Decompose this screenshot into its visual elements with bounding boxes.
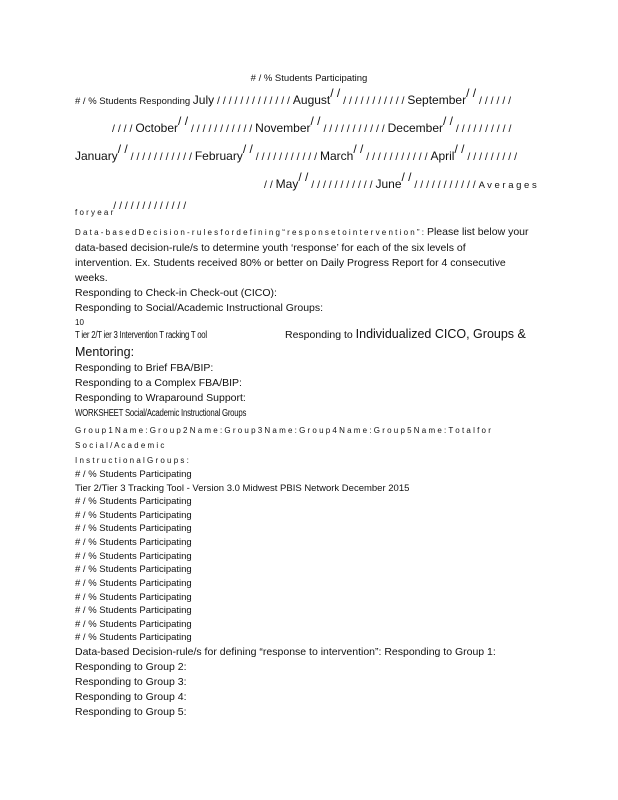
- list-item: # / % Students Participating: [75, 510, 192, 521]
- responding-group-2: Responding to Group 2:: [75, 661, 187, 673]
- list-item: # / % Students Participating: [75, 523, 192, 534]
- responding-complex: Responding to a Complex FBA/BIP:: [75, 377, 242, 389]
- footer-note: Tier 2/Tier 3 Tracking Tool - Version 3.0 Midwest PBIS Network December 2015: [75, 483, 410, 494]
- list-item: # / % Students Participating: [75, 632, 192, 643]
- worksheet-title: WORKSHEET Social/Academic Instructional Groups: [75, 408, 247, 419]
- list-item: # / % Students Participating: [75, 496, 192, 507]
- responding-brief: Responding to Brief FBA/BIP:: [75, 362, 214, 374]
- list-item: # / % Students Participating: [75, 605, 192, 616]
- responding-social: Responding to Social/Academic Instructional Groups:: [75, 302, 324, 314]
- page-number: 10: [75, 318, 84, 327]
- groups-line-3: I n s t r u c t i o n a l G r o u p s :: [75, 456, 189, 465]
- groups-line-1: G r o u p 1 N a m e : G r o u p 2 N a m e : G r o u p 3 N a m e : G r o u p 4 N a m e : G r o u p 5 N a m e : T o t a l f o r: [75, 426, 491, 435]
- months-line-1: # / % Students Responding July / / / / / / / / / / / / / August/ / / / / / / / / / / / / September/ / / / / / / /: [75, 86, 512, 107]
- decision-rules-line-2: data-based decision-rule/s to determine youth ‘response’ for each of the six levels of: [75, 242, 466, 254]
- groups-line-2: S o c i a l / A c a d e m i c: [75, 441, 165, 450]
- months-line-2: / / / / October/ / / / / / / / / / / / / November/ / / / / / / / / / / / / December/ / / / / / / / / / / /: [112, 114, 512, 135]
- months-line-4: / / May/ / / / / / / / / / / / / June/ / / / / / / / / / / / / A v e r a g e s: [264, 170, 537, 191]
- decision-rules-line-1: D a t a - b a s e d D e c i s i o n - r u l e s f o r d e f i n i n g “ r e s p o n s e t o i n t e r v e n t i o n ” : Please list below your: [75, 226, 529, 238]
- responding-group-5: Responding to Group 5:: [75, 706, 187, 718]
- decision-rules-line-4: weeks.: [75, 272, 108, 284]
- responding-cico: Responding to Check-in Check-out (CICO):: [75, 287, 277, 299]
- group-rules-label: Data-based Decision-rule/s for defining “response to intervention”: Responding to Group 1:: [75, 646, 496, 658]
- list-item: # / % Students Participating: [75, 537, 192, 548]
- list-item: # / % Students Participating: [75, 619, 192, 630]
- participating-first: # / % Students Participating: [75, 469, 192, 480]
- tracking-tool-line: T ier 2/T ier 3 Intervention T racking T ool Responding to Individualized CICO, Groups &: [75, 327, 526, 341]
- responding-group-4: Responding to Group 4:: [75, 691, 187, 703]
- list-item: # / % Students Participating: [75, 578, 192, 589]
- list-item: # / % Students Participating: [75, 592, 192, 603]
- responding-group-3: Responding to Group 3:: [75, 676, 187, 688]
- mentoring-label: Mentoring:: [75, 345, 135, 359]
- decision-rules-line-3: intervention. Ex. Students received 80% or better on Daily Progress Report for 4 consecutive: [75, 257, 506, 269]
- responding-wraparound: Responding to Wraparound Support:: [75, 392, 246, 404]
- list-item: # / % Students Participating: [75, 551, 192, 562]
- months-line-3: January/ / / / / / / / / / / / / February/ / / / / / / / / / / / / March/ / / / / / / / / / / / / April/ / / / / / / / / / /: [75, 142, 517, 163]
- list-item: # / % Students Participating: [75, 564, 192, 575]
- for-year-line: f o r y e a r/ / / / / / / / / / / / /: [75, 200, 187, 217]
- header-participating: # / % Students Participating: [250, 73, 368, 84]
